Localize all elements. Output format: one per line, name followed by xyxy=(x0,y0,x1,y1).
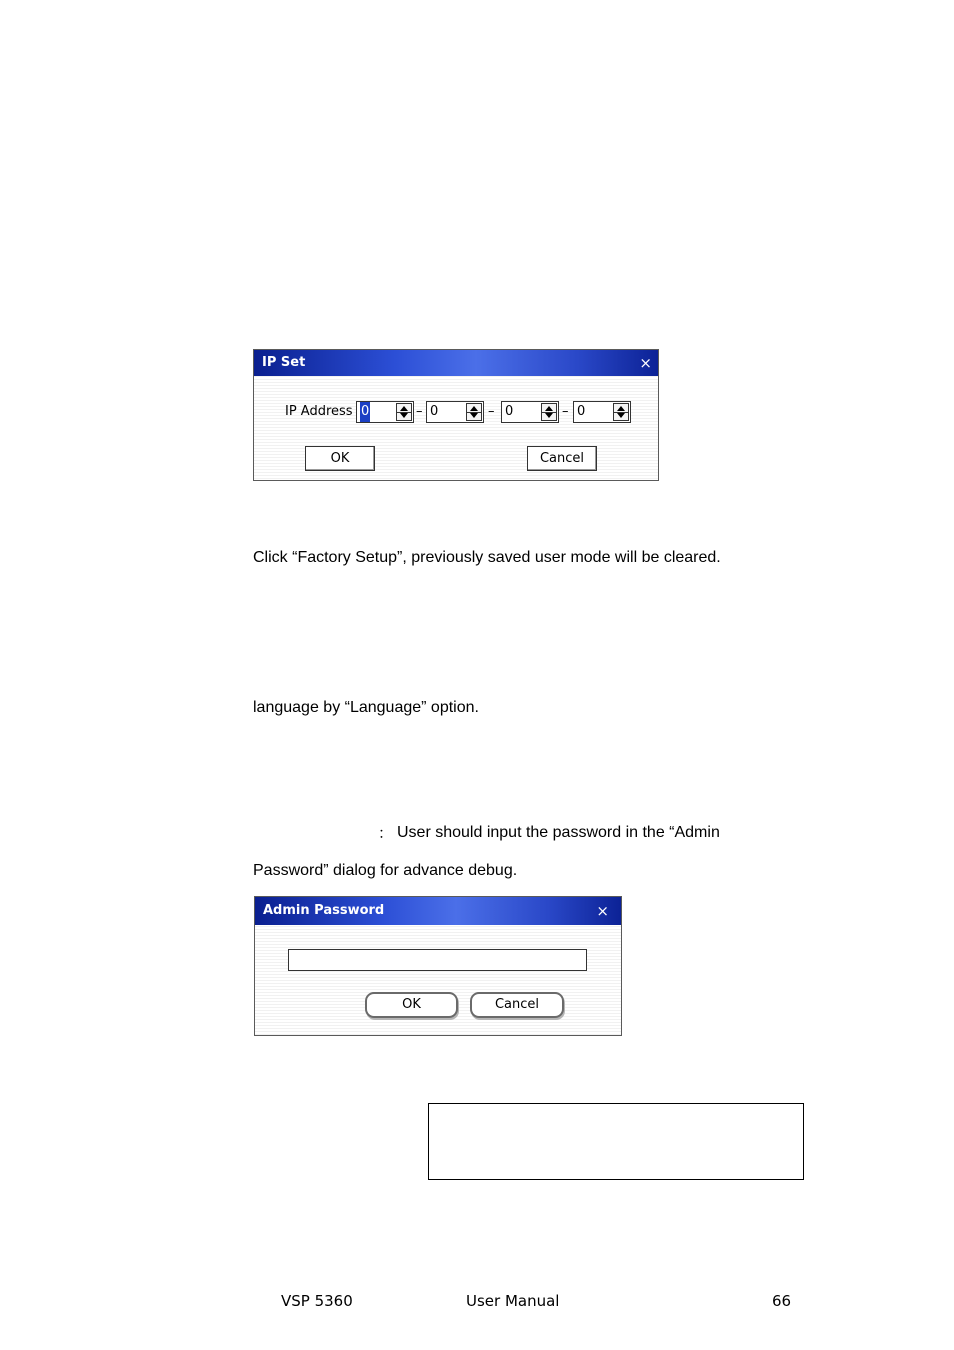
spin-arrows-icon[interactable] xyxy=(466,403,482,421)
ok-button[interactable]: OK xyxy=(305,446,375,471)
password-input[interactable] xyxy=(288,949,587,971)
ip-octet-1-value: 0 xyxy=(360,402,370,422)
ip-octet-2-stepper[interactable] xyxy=(426,401,484,423)
footer-product: VSP 5360 xyxy=(281,1292,353,1310)
ip-octet-1-stepper[interactable] xyxy=(356,401,414,423)
spin-arrows-icon[interactable] xyxy=(396,403,412,421)
ip-octet-4-stepper[interactable] xyxy=(573,401,631,423)
cancel-button[interactable]: Cancel xyxy=(470,992,564,1018)
spin-arrows-icon[interactable] xyxy=(541,403,557,421)
factory-setup-text: Click “Factory Setup”, previously saved user mode will be cleared. xyxy=(253,549,721,566)
ip-octet-3-stepper[interactable] xyxy=(501,401,559,423)
footer-doc-title: User Manual xyxy=(466,1292,560,1310)
spin-arrows-icon[interactable] xyxy=(613,403,629,421)
admin-text-line2: Password” dialog for advance debug. xyxy=(253,862,518,879)
admin-text-line1: User should input the password in the “Admin xyxy=(397,824,720,841)
ip-set-dialog xyxy=(253,349,659,481)
ip-separator: – xyxy=(488,404,495,419)
ok-button[interactable]: OK xyxy=(365,992,458,1018)
admin-colon-marker: ： xyxy=(378,825,394,842)
ip-octet-4-value: 0 xyxy=(577,404,586,419)
cancel-button[interactable]: Cancel xyxy=(527,446,597,471)
admin-password-dialog xyxy=(254,896,622,1036)
ip-address-label: IP Address xyxy=(285,404,353,419)
close-icon[interactable]: × xyxy=(596,902,609,920)
ip-set-title: IP Set xyxy=(254,350,658,376)
ip-octet-3-value: 0 xyxy=(505,404,514,419)
language-text: language by “Language” option. xyxy=(253,699,479,716)
empty-note-box xyxy=(428,1103,804,1180)
close-icon[interactable]: × xyxy=(639,354,652,372)
ip-separator: – xyxy=(562,404,569,419)
ip-octet-2-value: 0 xyxy=(430,404,439,419)
footer-page-number: 66 xyxy=(772,1292,792,1310)
admin-password-title: Admin Password xyxy=(255,897,621,925)
ip-separator: – xyxy=(416,404,423,419)
